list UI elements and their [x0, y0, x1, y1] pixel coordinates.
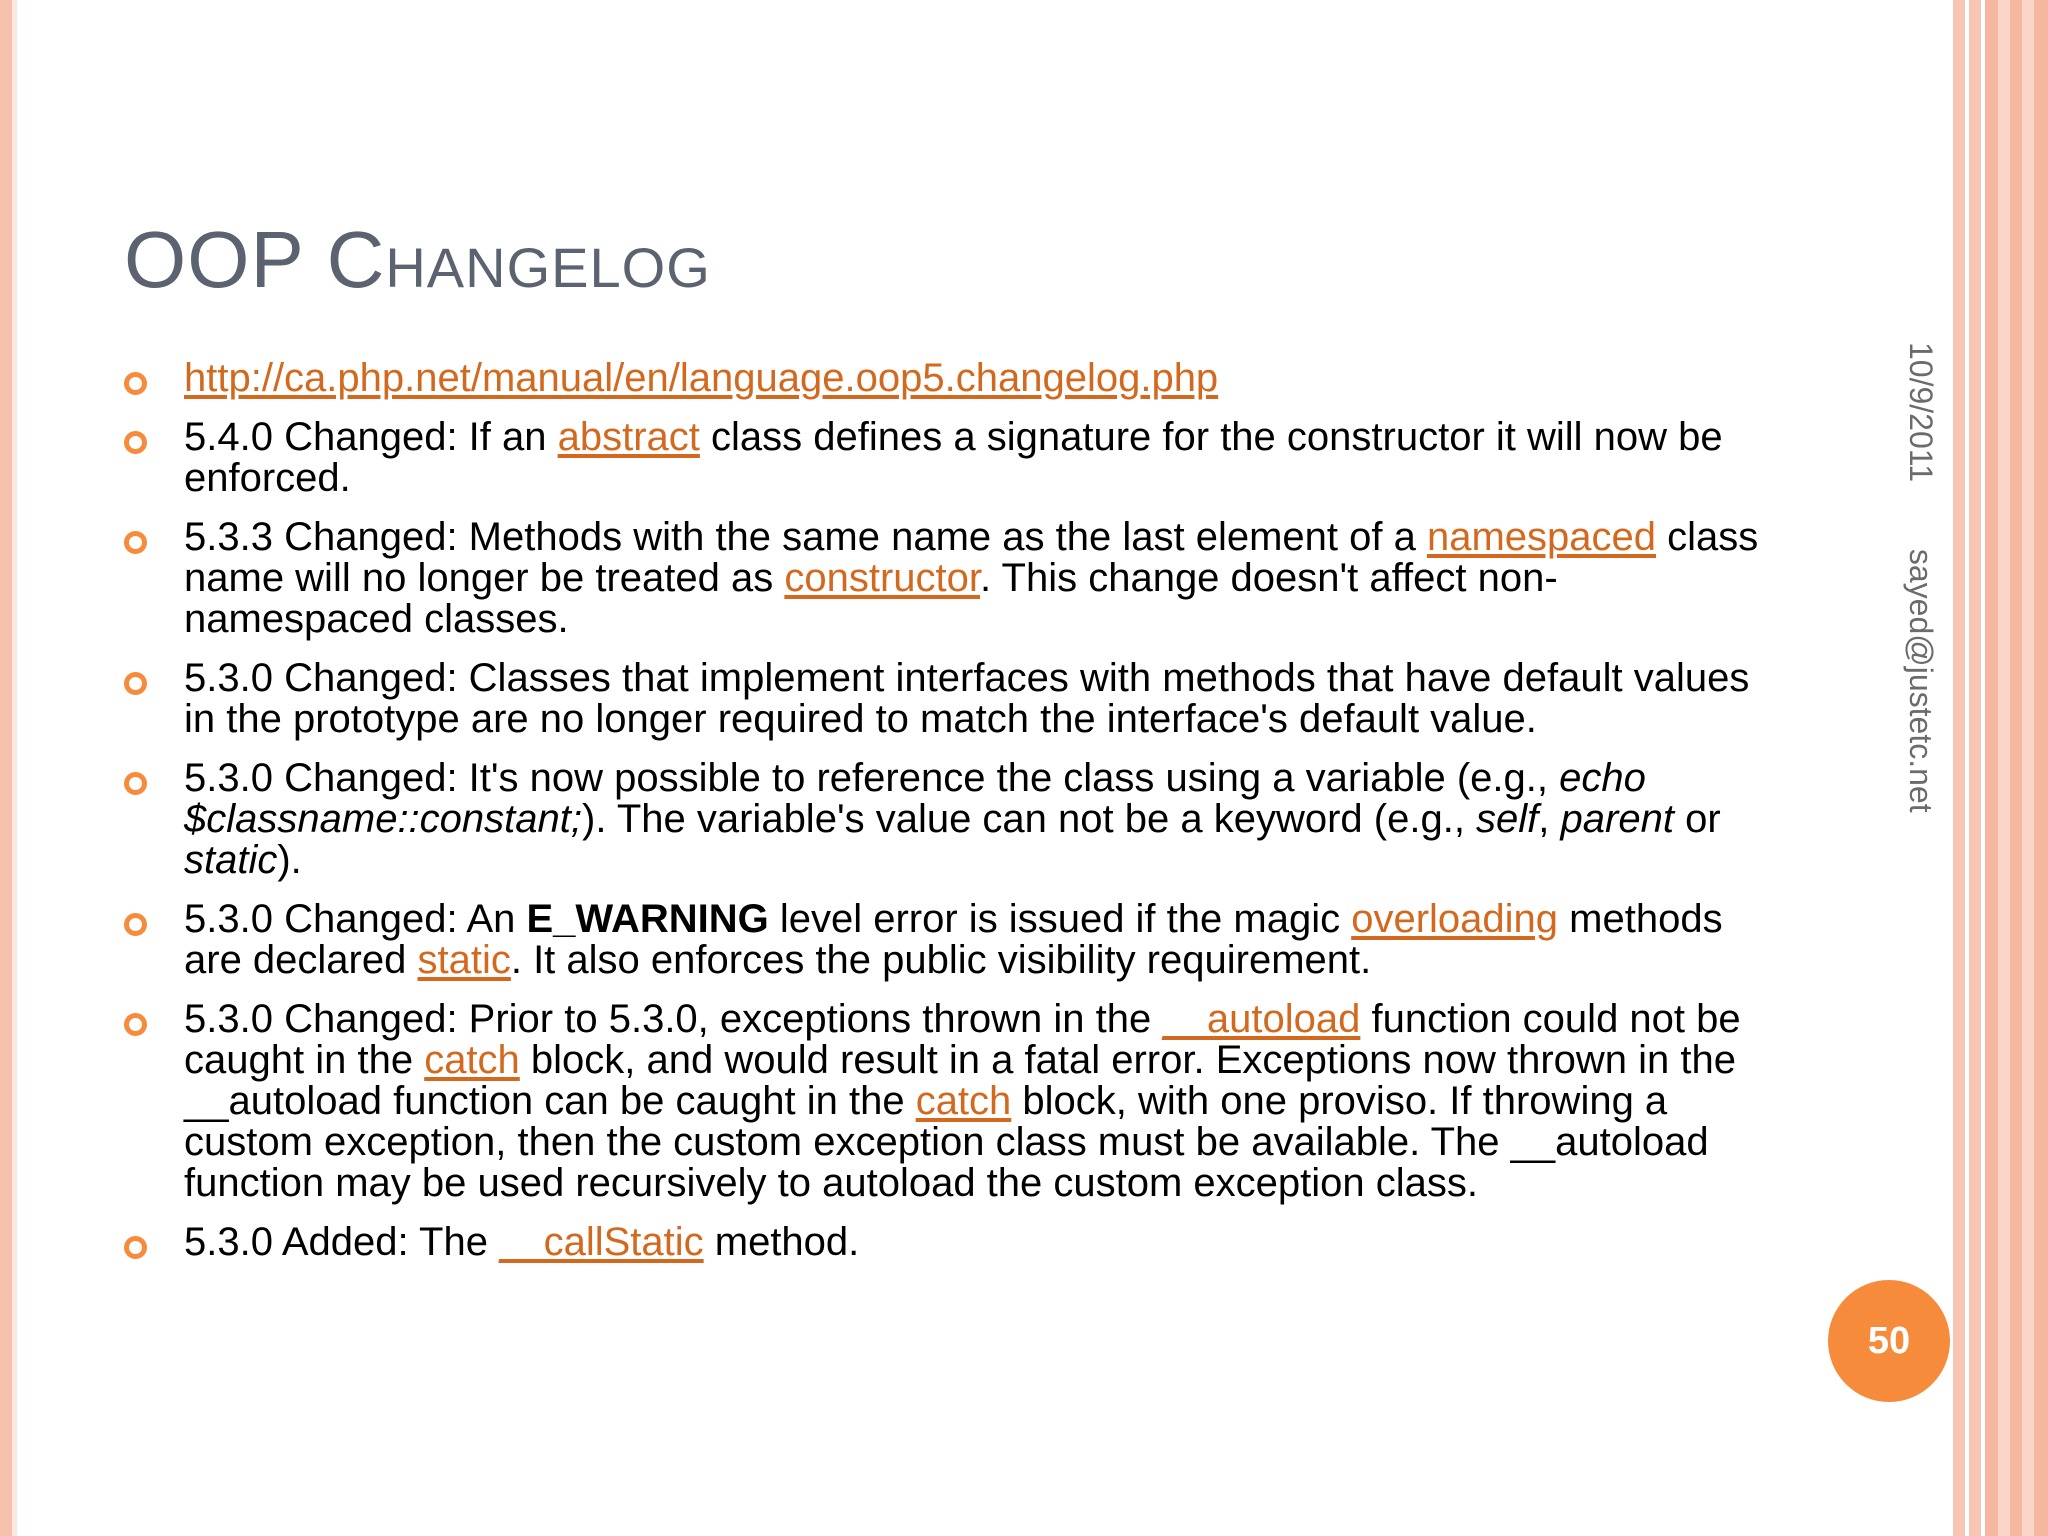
item-text: . This change doesn't affect non-namespaced classes.: [184, 556, 1558, 641]
slide-date: 10/9/2011: [1903, 342, 1939, 482]
item-text: static: [184, 838, 278, 882]
slide-author: sayed@justetc.net: [1903, 548, 1939, 813]
bullet-icon: [124, 1236, 147, 1259]
list-item: [124, 658, 1764, 740]
doc-link[interactable]: namespaced: [1426, 515, 1656, 559]
side-meta: [1902, 342, 1939, 813]
item-text: function could not be caught in the: [184, 997, 1741, 1082]
slide-title: OOP Changelog: [124, 215, 711, 304]
list-item: [124, 999, 1764, 1204]
item-text: ).: [277, 838, 302, 882]
item-text: self: [1476, 797, 1539, 841]
doc-link[interactable]: http://ca.php.net/manual/en/language.oop5.changelog.php: [184, 356, 1219, 400]
item-text: 5.3.0 Changed: An: [184, 897, 527, 941]
item-text: block, and would result in a fatal error. Exceptions now thrown in the __autoload function can be caught in the: [184, 1038, 1737, 1123]
item-text: level error is issued if the magic: [768, 897, 1352, 941]
right-border-stripe-2: [1969, 0, 1981, 1536]
item-text: method.: [703, 1220, 860, 1264]
doc-link[interactable]: __callStatic: [499, 1220, 704, 1264]
left-border-stripe: [0, 0, 12, 1536]
right-border-stripe-3: [1998, 0, 2010, 1536]
doc-link[interactable]: catch: [915, 1079, 1012, 1123]
item-text: block, with one proviso. If throwing a custom exception, then the custom exception class must be available. The __autoload function may be used recursively to autoload the custom exception class.: [184, 1079, 1709, 1205]
item-text: 5.3.0 Changed: It's now possible to reference the class using a variable (e.g.,: [184, 756, 1560, 800]
doc-link[interactable]: constructor: [784, 556, 981, 600]
item-text: 5.3.0 Added: The: [184, 1220, 500, 1264]
bullet-icon: [124, 372, 147, 395]
item-text: parent: [1560, 797, 1674, 841]
page-number-badge: [1828, 1280, 1950, 1402]
item-text: 5.3.0 Changed: Prior to 5.3.0, exceptions thrown in the: [184, 997, 1163, 1041]
item-text: or: [1673, 797, 1721, 841]
item-text: ). The variable's value can not be a keyword (e.g.,: [582, 797, 1477, 841]
list-item: [124, 758, 1764, 881]
item-text: ,: [1538, 797, 1561, 841]
bullet-icon: [124, 1013, 147, 1036]
bullet-icon: [124, 531, 147, 554]
left-border-inner-stripe: [12, 0, 17, 1536]
right-border-stripe-4: [2022, 0, 2034, 1536]
list-item: [124, 517, 1764, 640]
item-text: E_WARNING: [526, 897, 769, 941]
list-item: [124, 1222, 1764, 1263]
item-text: echo $classname::constant;: [184, 756, 1646, 841]
bullet-icon: [124, 431, 147, 454]
doc-link[interactable]: overloading: [1351, 897, 1559, 941]
item-text: class name will no longer be treated as: [184, 515, 1759, 600]
doc-link[interactable]: __autoload: [1162, 997, 1361, 1041]
list-item: [124, 899, 1764, 981]
doc-link[interactable]: catch: [424, 1038, 520, 1082]
list-item: [124, 358, 1764, 399]
right-border-band: [1985, 0, 2048, 1536]
item-text: class defines a signature for the constructor it will now be enforced.: [184, 415, 1723, 500]
item-text: 5.3.3 Changed: Methods with the same name as the last element of a: [184, 515, 1427, 559]
bullet-icon: [124, 913, 147, 936]
item-text: methods are declared: [184, 897, 1723, 982]
list-item: [124, 417, 1764, 499]
changelog-list: [124, 358, 1764, 1281]
doc-link[interactable]: static: [417, 938, 511, 982]
page-number: 50: [1867, 1319, 1911, 1362]
item-text: . It also enforces the public visibility requirement.: [510, 938, 1372, 982]
item-text: 5.4.0 Changed: If an: [184, 415, 558, 459]
bullet-icon: [124, 772, 147, 795]
item-text: 5.3.0 Changed: Classes that implement interfaces with methods that have default values in the prototype are no longer required to match the interface's default value.: [184, 656, 1750, 741]
bullet-icon: [124, 672, 147, 695]
doc-link[interactable]: abstract: [557, 415, 700, 459]
right-border-stripe-1: [1953, 0, 1965, 1536]
